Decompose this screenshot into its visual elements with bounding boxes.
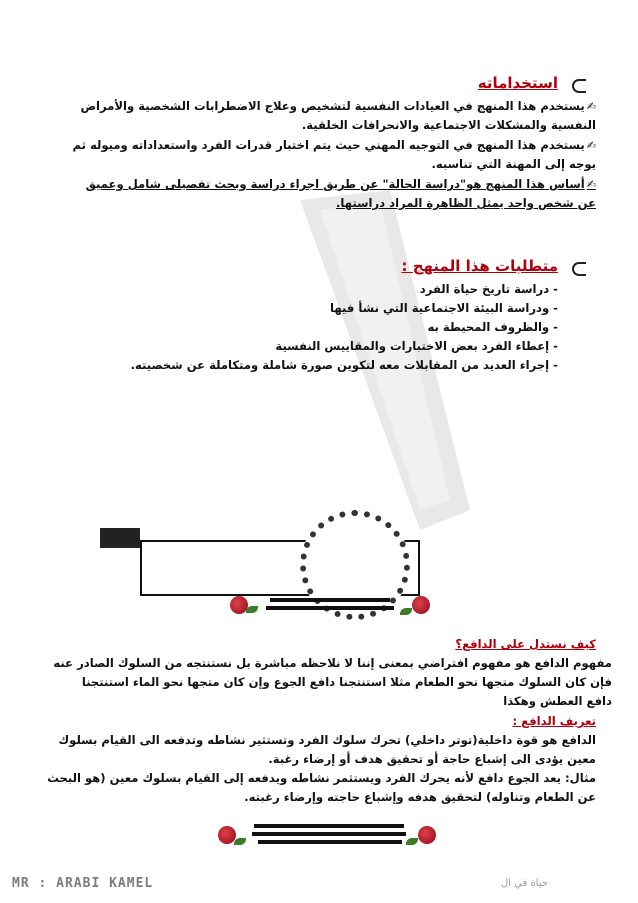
- rose-ornament: [218, 820, 438, 846]
- pen-icon: ✍: [586, 178, 596, 191]
- list-item: - والظروف المحيطة به: [427, 320, 558, 334]
- list-item: - إجراء العديد من المقابلات معه لتكوين صورة شاملة ومتكاملة عن شخصيته.: [130, 358, 558, 372]
- list-item: - ودراسة البيئة الاجتماعية التي نشأ فيها: [330, 301, 558, 315]
- question-heading: كيف نستدل على الدافع؟: [455, 637, 596, 651]
- footer-title: حياة في ال: [500, 878, 548, 889]
- c-bullet-icon: [572, 79, 586, 93]
- author-footer: MR : ARABI KAMEL: [12, 876, 154, 891]
- requirements-list: [78, 280, 558, 375]
- c-bullet-icon: [572, 262, 586, 276]
- section-heading-requirements: متطلبات هذا المنهج :: [401, 257, 558, 275]
- definition-text: الدافع هو قوة داخلية(توتر داخلي) تحرك سلوك الفرد وتستثير نشاطه وتدفعه الى القيام بسلوك معين يؤدى الى إشباع حاجة أو تحقيق هدف أو إرضاء رغبة.: [58, 733, 596, 766]
- uses-item-3: ✍أساس هذا المنهج هو"دراسة الحالة" عن طريق اجراء دراسة وبحث تفصيلى شامل وعميق عن شخص واحد يمثل الظاهرة المراد دراستها.: [85, 177, 596, 210]
- list-item: - إعطاء الفرد بعض الاختبارات والمقاييس النفسية: [275, 339, 558, 353]
- list-item: - دراسة تاريخ حياة الفرد: [419, 282, 558, 296]
- definition-heading: تعريف الدافع :: [512, 714, 596, 728]
- banner-tab: [100, 528, 140, 548]
- uses-item-2: ✍يستخدم هذا المنهج في التوجيه المهني حيث يتم اختبار قدرات الفرد واستعداداته وميوله ثم يوجه إلى المهنة التي تناسبه.: [72, 138, 596, 171]
- rose-ornament: [230, 592, 430, 618]
- section-heading-uses: استخداماته: [477, 74, 558, 92]
- uses-item-1: ✍يستخدم هذا المنهج في العيادات النفسية لتشخيص وعلاج الاضطرابات الشخصية والأمراض النفسية والمشكلات الاجتماعية والانحرافات الخلقية.: [80, 99, 596, 132]
- example-text: مثال: يعد الجوع دافع لأنه يحرك الفرد ويستثمر نشاطه ويدفعه إلى القيام بسلوك معين (هو البحث عن الطعام وتناوله) لتحقيق هدفه وإشباع حاجته وإرضاء رغبته.: [47, 771, 596, 804]
- motive-paragraph: مفهوم الدافع هو مفهوم افتراضي بمعنى إننا لا نلاحظه مباشرة بل نستنتجه من السلوك الصادر عنه فإن كان السلوك متجها نحو الطعام مثلا استنتجنا دافع الجوع وإن كان متجها نحو الماء استنتجنا دافع العطش وهكذا: [53, 656, 612, 708]
- pen-icon: ✍: [586, 139, 596, 152]
- pen-icon: ✍: [586, 100, 596, 113]
